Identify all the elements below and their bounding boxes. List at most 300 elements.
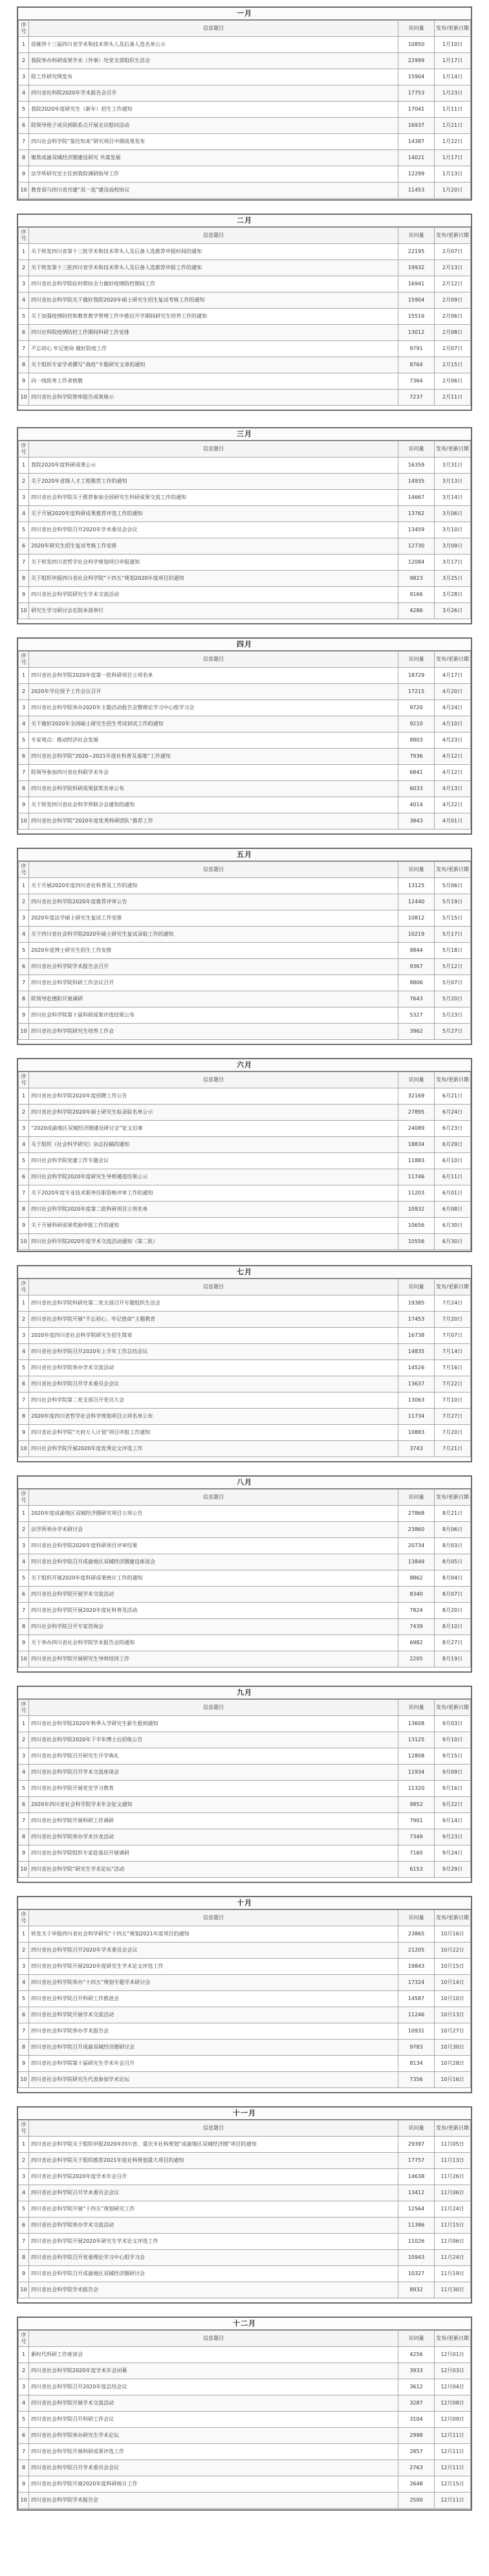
row-date: 7月21日 xyxy=(435,1441,471,1457)
table-row[interactable] xyxy=(19,765,471,781)
row-title-link[interactable]: 四川省社会科学院学术报告会 xyxy=(29,2493,398,2509)
row-title-link[interactable]: 关于举办四川省社会科学院学术报告会的通知 xyxy=(29,1635,398,1651)
table-row[interactable] xyxy=(19,134,471,150)
row-visit-count: 12299 xyxy=(398,166,435,182)
row-title-link[interactable]: 四川省社会科学院举办2020年主题活动报告会暨理论学习中心组学习会 xyxy=(29,700,398,716)
row-title-link[interactable]: 我院举办科研成果学术（外事）处党支部组织生活会 xyxy=(29,53,398,69)
row-title-link[interactable]: 四川省社会科学院召开学术委员会会议 xyxy=(29,1376,398,1393)
table-row[interactable] xyxy=(19,2412,471,2428)
table-row[interactable] xyxy=(19,2266,471,2282)
row-title-link[interactable]: 四川省社科院2020年学术报告会召开 xyxy=(29,85,398,102)
table-row[interactable] xyxy=(19,2137,471,2153)
table-row[interactable] xyxy=(19,2282,471,2298)
row-title-link[interactable]: 四川省社会科学院举办“十四五”规划专题学术研讨会 xyxy=(29,1975,398,1991)
table-row[interactable] xyxy=(19,781,471,797)
row-visit-count: 17757 xyxy=(398,2153,435,2169)
row-title-link[interactable]: 关于2020年度专业技术职务任职资格评审工作的通知 xyxy=(29,1185,398,1202)
row-number: 5 xyxy=(19,943,29,959)
row-date: 12月11日 xyxy=(435,2444,471,2460)
row-title-link[interactable]: 四川省社会科学院开展“十四五”规划研究工作 xyxy=(29,2201,398,2218)
row-title-link[interactable]: 专家观点：推动经济社会发展 xyxy=(29,732,398,749)
row-title-link[interactable]: 四川省社会科学院2020年硕士研究生拟录取名单公示 xyxy=(29,1105,398,1121)
row-title-link[interactable]: 院领导参加四川省社科联学术年会 xyxy=(29,765,398,781)
row-date: 4月12日 xyxy=(435,749,471,765)
row-title-link[interactable]: 关于开展科研成果奖励申报工作的通知 xyxy=(29,1218,398,1234)
row-visit-count: 22195 xyxy=(398,244,435,260)
table-row[interactable] xyxy=(19,2379,471,2395)
row-number: 10 xyxy=(19,1651,29,1668)
row-number: 8 xyxy=(19,991,29,1007)
table-row[interactable] xyxy=(19,244,471,260)
table-row[interactable] xyxy=(19,927,471,943)
row-number: 4 xyxy=(19,1137,29,1153)
table-row[interactable] xyxy=(19,309,471,325)
row-number: 4 xyxy=(19,292,29,309)
row-date: 8月06日 xyxy=(435,1522,471,1538)
row-title-link[interactable]: 四川省社会科学院开展科研工作调研 xyxy=(29,1813,398,1829)
row-title-link[interactable]: 关于2020年省级人才工程推荐工作的通知 xyxy=(29,474,398,490)
table-row[interactable] xyxy=(19,684,471,700)
table-row[interactable] xyxy=(19,341,471,357)
row-title-link[interactable]: 我院2020年度研究生（新年）招生工作通知 xyxy=(29,102,398,118)
table-row[interactable] xyxy=(19,668,471,684)
table-row[interactable] xyxy=(19,1024,471,1040)
row-title-link[interactable]: 四川省社会科学院科研成果获奖名单公布 xyxy=(29,781,398,797)
row-title-link[interactable]: 四川省社会科学院2020年度推荐评审公告 xyxy=(29,894,398,910)
table-row[interactable] xyxy=(19,373,471,390)
table-row[interactable] xyxy=(19,732,471,749)
row-date: 9月24日 xyxy=(435,1845,471,1862)
row-visit-count: 10932 xyxy=(398,1202,435,1218)
row-title-link[interactable]: 不忘初心 牢记使命 做好防疫工作 xyxy=(29,341,398,357)
table-row[interactable] xyxy=(19,538,471,555)
row-title-link[interactable]: 四川社会科学院开展2020年度优秀论文评选工作 xyxy=(29,1441,398,1457)
row-title-link[interactable]: 2020年研究生招生复试考核工作安排 xyxy=(29,538,398,555)
table-row[interactable] xyxy=(19,1538,471,1554)
row-date: 8月20日 xyxy=(435,1603,471,1619)
table-row[interactable] xyxy=(19,1218,471,1234)
table-row[interactable] xyxy=(19,2185,471,2201)
row-title-link[interactable]: 四川省社会科学院开展科研成果评选工作 xyxy=(29,2444,398,2460)
row-title-link[interactable]: 四川省社会科学院开展学术交流活动 xyxy=(29,2007,398,2023)
table-row[interactable] xyxy=(19,587,471,603)
row-title-link[interactable]: 四川省社会科学院驻村帮扶全力做好疫情防控期间工作 xyxy=(29,276,398,292)
table-row[interactable] xyxy=(19,991,471,1007)
row-title-link[interactable]: 四川省社会科学院召开成渝地区双城经济圈建设座谈会 xyxy=(29,1554,398,1570)
row-title-link[interactable]: 四川省社会科学院举办学术交流活动 xyxy=(29,1360,398,1376)
row-title-link[interactable]: 教育部与四川省共建“双一流”建设高校协议 xyxy=(29,182,398,199)
table-row[interactable] xyxy=(19,1105,471,1121)
month-table xyxy=(18,861,471,1040)
table-row[interactable] xyxy=(19,959,471,975)
table-row[interactable] xyxy=(19,2493,471,2509)
month-title: 十二月 xyxy=(18,2318,471,2330)
row-title-link[interactable]: 四川省社会科学院组织专家赴基层开展调研 xyxy=(29,1845,398,1862)
row-date: 5月17日 xyxy=(435,927,471,943)
table-row[interactable] xyxy=(19,878,471,894)
table-row[interactable] xyxy=(19,2023,471,2040)
table-row[interactable] xyxy=(19,2056,471,2072)
row-title-link[interactable]: 四川省社会科学院召开成渝双城经济圈研讨会 xyxy=(29,2040,398,2056)
table-row[interactable] xyxy=(19,522,471,538)
table-row[interactable] xyxy=(19,603,471,619)
row-title-link[interactable]: 四川省社会科学院开展2020年度科研统计工作 xyxy=(29,2476,398,2493)
row-title-link[interactable]: 四川社会科学院2020年度研究生导师遴选结果公示 xyxy=(29,1169,398,1185)
table-row[interactable] xyxy=(19,813,471,830)
row-date: 11月05日 xyxy=(435,2137,471,2153)
row-number: 2 xyxy=(19,1522,29,1538)
column-header-title: 信息题目 xyxy=(29,2331,398,2347)
table-row[interactable] xyxy=(19,1943,471,1959)
table-row[interactable] xyxy=(19,749,471,765)
table-row[interactable] xyxy=(19,1393,471,1409)
table-row[interactable] xyxy=(19,2250,471,2266)
row-title-link[interactable]: 四川省社会科学院召开2020年学术委员会会议 xyxy=(29,1943,398,1959)
table-row[interactable] xyxy=(19,2395,471,2412)
table-row[interactable] xyxy=(19,2153,471,2169)
row-number: 1 xyxy=(19,878,29,894)
row-title-link[interactable]: 四川省社会科学院关于做好我院2020年硕士研究生招生复试考核工作的通知 xyxy=(29,292,398,309)
row-title-link[interactable]: 四川社科院疫情防控工作期间科研工作安排 xyxy=(29,325,398,341)
table-row[interactable] xyxy=(19,1765,471,1781)
row-title-link[interactable]: 四川省社会科学院研究生代表参加学术论坛 xyxy=(29,2072,398,2088)
row-title-link[interactable]: 聚焦成渝双城经济圈建设研究 共谋发展 xyxy=(29,150,398,166)
row-number: 9 xyxy=(19,166,29,182)
row-title-link[interactable]: 关于加强疫情防控和教育教学管理工作中推迟开学期间研究生培养工作的通知 xyxy=(29,309,398,325)
table-row[interactable] xyxy=(19,1635,471,1651)
table-row[interactable] xyxy=(19,53,471,69)
column-header-title: 信息题目 xyxy=(29,228,398,244)
row-title-link[interactable]: 院工作研究网发布 xyxy=(29,69,398,85)
row-title-link[interactable]: 四川省社会科学院举办研究生学术论坛 xyxy=(29,2428,398,2444)
row-title-link[interactable]: 转发关于申报四川省社会科学研究“十四五”规划2021年度项目的通知 xyxy=(29,1926,398,1943)
table-row[interactable] xyxy=(19,1748,471,1765)
row-visit-count: 3933 xyxy=(398,2363,435,2379)
row-title-link[interactable]: 院领导班子成员到联系点开展走访慰问活动 xyxy=(29,118,398,134)
row-title-link[interactable]: 四川省社会科学院研究生培养工作会 xyxy=(29,1024,398,1040)
row-title-link[interactable]: 四川省社会科学院学术报告会召开 xyxy=(29,959,398,975)
table-row[interactable] xyxy=(19,2460,471,2476)
row-date: 3月31日 xyxy=(435,457,471,474)
row-title-link[interactable]: 四川省社会科学院召开学术交流座谈会 xyxy=(29,1765,398,1781)
row-title-link[interactable]: 四川省社会科学院开展2020年研究生学术论文评选工作 xyxy=(29,2234,398,2250)
table-row[interactable] xyxy=(19,85,471,102)
row-visit-count: 7356 xyxy=(398,2072,435,2088)
table-row[interactable] xyxy=(19,1425,471,1441)
row-title-link[interactable]: 关于做好2020年全国硕士研究生招生考试初试工作的通知 xyxy=(29,716,398,732)
row-date: 12月08日 xyxy=(435,2395,471,2412)
table-row[interactable] xyxy=(19,943,471,959)
row-number: 8 xyxy=(19,2250,29,2266)
row-number: 4 xyxy=(19,1765,29,1781)
table-row[interactable] xyxy=(19,975,471,991)
table-row[interactable] xyxy=(19,457,471,474)
row-title-link[interactable]: 法学所研究室主任到我院调研指导工作 xyxy=(29,166,398,182)
table-row[interactable] xyxy=(19,910,471,927)
table-row[interactable] xyxy=(19,2040,471,2056)
row-title-link[interactable]: 四川省社会科学院“2020~2021年度社科普及基地”工作通知 xyxy=(29,749,398,765)
table-row[interactable] xyxy=(19,490,471,506)
table-row[interactable] xyxy=(19,1651,471,1668)
row-title-link[interactable]: 四川省社会科学院“2020年度优秀科研团队”推荐工作 xyxy=(29,813,398,830)
table-row[interactable] xyxy=(19,2218,471,2234)
table-row[interactable] xyxy=(19,102,471,118)
row-title-link[interactable]: 四川省社会科学院开展研究生导师培训工作 xyxy=(29,1651,398,1668)
row-title-link[interactable]: 法学所举办学术研讨会 xyxy=(29,1522,398,1538)
row-title-link[interactable]: 四川省社会科学院召开科研工作推进会 xyxy=(29,1991,398,2007)
table-row[interactable] xyxy=(19,2444,471,2460)
row-title-link[interactable]: 2020年度成渝地区双城经济圈研究项目立项公告 xyxy=(29,1506,398,1522)
row-title-link[interactable]: 四川社会科学院2020年度第二批科研项目立项名单 xyxy=(29,1202,398,1218)
row-title-link[interactable]: 2020年四川省社会科学院学术年会征文通知 xyxy=(29,1797,398,1813)
table-row[interactable] xyxy=(19,571,471,587)
row-number: 1 xyxy=(19,1506,29,1522)
table-row[interactable] xyxy=(19,474,471,490)
row-date: 10月27日 xyxy=(435,2023,471,2040)
table-row[interactable] xyxy=(19,357,471,373)
row-title-link[interactable]: 2020年度博士研究生招生工作安排 xyxy=(29,943,398,959)
row-number: 6 xyxy=(19,325,29,341)
row-title-link[interactable]: 新时代科研工作座谈会 xyxy=(29,2347,398,2363)
table-row[interactable] xyxy=(19,1554,471,1570)
column-header-date: 发布/更新日期 xyxy=(435,2120,471,2137)
row-visit-count: 14526 xyxy=(398,1360,435,1376)
table-row[interactable] xyxy=(19,1781,471,1797)
row-visit-count: 20734 xyxy=(398,1538,435,1554)
table-row[interactable] xyxy=(19,2476,471,2493)
row-title-link[interactable]: 四川省社会科学院第十届研究生学术年会召开 xyxy=(29,2056,398,2072)
table-row[interactable] xyxy=(19,1522,471,1538)
row-title-link[interactable]: 关于组织专家学者撰写“战疫”专题研究文章的通知 xyxy=(29,357,398,373)
row-title-link[interactable]: 四川省社会科学院开展学术交流活动 xyxy=(29,2395,398,2412)
row-title-link[interactable]: 四川省社会科学院“天府万人计划”项目申报工作通知 xyxy=(29,1425,398,1441)
table-row[interactable] xyxy=(19,1845,471,1862)
row-title-link[interactable]: 四川省社会科学院召开2020年度总结会议 xyxy=(29,2379,398,2395)
row-title-link[interactable]: 四川省社会科学院2020年度招聘工作公告 xyxy=(29,1088,398,1105)
row-title-link[interactable]: “2020成渝地区双城经济圈建设研讨会”征文启事 xyxy=(29,1121,398,1137)
table-row[interactable] xyxy=(19,1360,471,1376)
row-visit-count: 19843 xyxy=(398,1959,435,1975)
row-visit-count: 6153 xyxy=(398,1862,435,1878)
table-row[interactable] xyxy=(19,2234,471,2250)
table-row[interactable] xyxy=(19,1829,471,1845)
table-row[interactable] xyxy=(19,292,471,309)
row-title-link[interactable]: 关于组织开展2020年度科研成果统计工作的通知 xyxy=(29,1570,398,1587)
table-row[interactable] xyxy=(19,325,471,341)
row-title-link[interactable]: 四川省社会科学院召开成渝地区双城经济圈研讨会 xyxy=(29,2266,398,2282)
table-row[interactable] xyxy=(19,182,471,199)
row-title-link[interactable]: 四川省社会科学院开展学术交流活动 xyxy=(29,1587,398,1603)
row-title-link[interactable]: 四川省社会科学院智库报告成果展示 xyxy=(29,390,398,406)
table-row[interactable] xyxy=(19,1732,471,1748)
row-title-link[interactable]: 四川省社会科学院“研究生学术论坛”活动 xyxy=(29,1862,398,1878)
table-row[interactable] xyxy=(19,1169,471,1185)
row-title-link[interactable]: 四川社会科学院“鉴往知来”研究项目中期成果发布 xyxy=(29,134,398,150)
row-title-link[interactable]: 四川社会科学院党建工作专题会议 xyxy=(29,1153,398,1169)
row-title-link[interactable]: 四川省社会科学院开展党史学习教育 xyxy=(29,1781,398,1797)
table-row[interactable] xyxy=(19,1137,471,1153)
table-row[interactable] xyxy=(19,2347,471,2363)
row-date: 2月15日 xyxy=(435,357,471,373)
table-row[interactable] xyxy=(19,1121,471,1137)
table-row[interactable] xyxy=(19,1991,471,2007)
row-title-link[interactable]: 关于转发四川省哲学社会科学规划项目申报通知 xyxy=(29,555,398,571)
row-title-link[interactable]: 四川省社会科学院2020年秋季入学研究生新生报到通知 xyxy=(29,1716,398,1732)
table-row[interactable] xyxy=(19,1862,471,1878)
table-row[interactable] xyxy=(19,716,471,732)
row-title-link[interactable]: 四川省社会科学院召开2020年学术委员会会议 xyxy=(29,522,398,538)
table-row[interactable] xyxy=(19,2169,471,2185)
table-row[interactable] xyxy=(19,555,471,571)
row-visit-count: 10850 xyxy=(398,37,435,53)
row-title-link[interactable]: 关于转发四川省第十三批学术和技术带头人及后备人选推荐申报时间的通知 xyxy=(29,244,398,260)
row-visit-count: 7643 xyxy=(398,991,435,1007)
row-number: 1 xyxy=(19,1295,29,1312)
table-row[interactable] xyxy=(19,1506,471,1522)
row-number: 1 xyxy=(19,2137,29,2153)
row-title-link[interactable]: 关于开展2020年度科研成果推荐评选工作的通知 xyxy=(29,506,398,522)
row-title-link[interactable]: 四川省社会科学院召开学术委员会会议 xyxy=(29,2185,398,2201)
row-title-link[interactable]: 2020年学位授予工作会议召开 xyxy=(29,684,398,700)
table-row[interactable] xyxy=(19,700,471,716)
row-title-link[interactable]: 关于组织申报四川省社会科学院“十四五”规划2020年度项目的通知 xyxy=(29,571,398,587)
row-title-link[interactable]: 四川省社会科学院2020年度学术年会召开 xyxy=(29,2169,398,2185)
table-row[interactable] xyxy=(19,1975,471,1991)
table-row[interactable] xyxy=(19,1409,471,1425)
row-title-link[interactable]: 四川社会科学院召开专家咨询会 xyxy=(29,1619,398,1635)
table-row[interactable] xyxy=(19,69,471,85)
row-title-link[interactable]: 四川省社会科学院关于组织推荐2021年度社科规划重大项目的通知 xyxy=(29,2153,398,2169)
row-title-link[interactable]: 四川社会科学院第十届科研成果评选结果公布 xyxy=(29,1007,398,1024)
row-title-link[interactable]: 四川省社会科学院举办学术沙龙活动 xyxy=(29,1829,398,1845)
row-number: 2 xyxy=(19,1943,29,1959)
row-title-link[interactable]: 2020年度法学硕士研究生复试工作安排 xyxy=(29,910,398,927)
row-title-link[interactable]: 四川省社会科学院研究生学术交流活动 xyxy=(29,587,398,603)
table-row[interactable] xyxy=(19,1376,471,1393)
row-title-link[interactable]: 四川省社会科学院2020年度学术年会闭幕 xyxy=(29,2363,398,2379)
table-row[interactable] xyxy=(19,1153,471,1169)
row-title-link[interactable]: 四川社会科学院第二党支部召开党员大会 xyxy=(29,1393,398,1409)
table-row[interactable] xyxy=(19,1959,471,1975)
table-row[interactable] xyxy=(19,2007,471,2023)
row-title-link[interactable]: 四川省社会科学院学术报告会 xyxy=(29,2282,398,2298)
row-title-link[interactable]: 四川省社会科学院科研处第二党支部召开专题组织生活会 xyxy=(29,1295,398,1312)
row-title-link[interactable]: 四川省社会科学院关于组织申报2020年四川省、重庆市社科规划“成渝地区双城经济圈”项目的通知 xyxy=(29,2137,398,2153)
row-title-link[interactable]: 2020年度四川省社会科学院研究生招生简章 xyxy=(29,1328,398,1344)
table-row[interactable] xyxy=(19,1797,471,1813)
row-title-link[interactable]: 四川省社会科学院举办学术交流活动 xyxy=(29,2218,398,2234)
row-title-link[interactable]: 向一线医务工作者致敬 xyxy=(29,373,398,390)
row-title-link[interactable]: 四川省社会科学院召开党委理论学习中心组学习会 xyxy=(29,2250,398,2266)
row-title-link[interactable]: 四川省社会科学院召开科研工作会议 xyxy=(29,2412,398,2428)
row-title-link[interactable]: 四川省社会科学院开展2020年度研究生学术论文评选工作 xyxy=(29,1959,398,1975)
table-row[interactable] xyxy=(19,37,471,53)
row-number: 2 xyxy=(19,1105,29,1121)
row-date: 6月30日 xyxy=(435,1218,471,1234)
table-row[interactable] xyxy=(19,506,471,522)
table-row[interactable] xyxy=(19,1185,471,1202)
table-row[interactable] xyxy=(19,150,471,166)
table-row[interactable] xyxy=(19,1234,471,1250)
row-title-link[interactable]: 院领导赴德阳开展调研 xyxy=(29,991,398,1007)
table-row[interactable] xyxy=(19,118,471,134)
table-row[interactable] xyxy=(19,1312,471,1328)
table-row[interactable] xyxy=(19,1603,471,1619)
row-title-link[interactable]: 关于组织《社会科学研究》杂志投稿的通知 xyxy=(29,1137,398,1153)
row-number: 9 xyxy=(19,373,29,390)
row-title-link[interactable]: 四川省社会科学院开展“不忘初心、牢记使命”主题教育 xyxy=(29,1312,398,1328)
row-title-link[interactable]: 关于四川省社会科学院2020年硕士研究生复试录取工作的通知 xyxy=(29,927,398,943)
row-title-link[interactable]: 四川省社会科学院召开研究生开学典礼 xyxy=(29,1748,398,1765)
row-title-link[interactable]: 关于开展2020年度四川省社科普及工作的通知 xyxy=(29,878,398,894)
table-row[interactable] xyxy=(19,1619,471,1635)
row-title-link[interactable]: 2020年度四川省哲学社会科学规划项目立项名单公布 xyxy=(29,1409,398,1425)
row-title-link[interactable]: 四川省社会科学院开展2020年度社科普及活动 xyxy=(29,1603,398,1619)
row-title-link[interactable]: 四川省社会科学院召开2020年上半年工作总结会议 xyxy=(29,1344,398,1360)
table-row[interactable] xyxy=(19,2201,471,2218)
row-title-link[interactable]: 四川省社会科学院召开学术委员会会议 xyxy=(29,2460,398,2476)
row-title-link[interactable]: 关于转发第十三批四川省学术和技术带头人及后备人选推荐申报工作的通知 xyxy=(29,260,398,276)
row-title-link[interactable]: 四川省社会科学院举办学术报告会 xyxy=(29,2023,398,2040)
table-row[interactable] xyxy=(19,1587,471,1603)
table-row[interactable] xyxy=(19,276,471,292)
row-title-link[interactable]: 四川省社会科学院2020年下半年博士后招收公告 xyxy=(29,1732,398,1748)
table-row[interactable] xyxy=(19,166,471,182)
row-title-link[interactable]: 四川省社会科学院2020年度科研项目评审结果 xyxy=(29,1538,398,1554)
row-title-link[interactable]: 徐娅萍十三届四川省学术和技术带头人及后备人选名单公示 xyxy=(29,37,398,53)
table-row[interactable] xyxy=(19,1716,471,1732)
table-row[interactable] xyxy=(19,390,471,406)
row-title-link[interactable]: 四川省社会科学院关于推荐参加全国研究生科研成果交流工作的通知 xyxy=(29,490,398,506)
table-row[interactable] xyxy=(19,1926,471,1943)
row-title-link[interactable]: 关于转发四川省社会科学界联合会通知的通知 xyxy=(29,797,398,813)
table-row[interactable] xyxy=(19,2072,471,2088)
column-header-num: 序号 xyxy=(19,441,29,457)
row-title-link[interactable]: 四川省社会科学院2020年度第一批科研项目立项名单 xyxy=(29,668,398,684)
row-number: 9 xyxy=(19,1425,29,1441)
table-row[interactable] xyxy=(19,1441,471,1457)
table-row[interactable] xyxy=(19,1813,471,1829)
row-title-link[interactable]: 四川社会科学院2020年度学术交流活动通知（第二批） xyxy=(29,1234,398,1250)
row-title-link[interactable]: 四川省社会科学院科研工作会议召开 xyxy=(29,975,398,991)
table-row[interactable] xyxy=(19,1007,471,1024)
column-header-visits: 访问量 xyxy=(398,862,435,878)
row-visit-count: 11386 xyxy=(398,2218,435,2234)
table-row[interactable] xyxy=(19,797,471,813)
column-header-date: 发布/更新日期 xyxy=(435,2331,471,2347)
table-row[interactable] xyxy=(19,2428,471,2444)
table-row[interactable] xyxy=(19,1344,471,1360)
row-visit-count: 13459 xyxy=(398,522,435,538)
table-row[interactable] xyxy=(19,2363,471,2379)
row-number: 3 xyxy=(19,1121,29,1137)
row-number: 3 xyxy=(19,910,29,927)
column-header-title: 信息题目 xyxy=(29,1072,398,1088)
table-row[interactable] xyxy=(19,1202,471,1218)
table-row[interactable] xyxy=(19,1088,471,1105)
row-date: 10月22日 xyxy=(435,1943,471,1959)
table-row[interactable] xyxy=(19,260,471,276)
row-title-link[interactable]: 研究生学习研讨会在院本部举行 xyxy=(29,603,398,619)
table-row[interactable] xyxy=(19,1328,471,1344)
row-visit-count: 11746 xyxy=(398,1169,435,1185)
table-row[interactable] xyxy=(19,894,471,910)
row-title-link[interactable]: 我院2020年度科研成果公示 xyxy=(29,457,398,474)
row-visit-count: 12440 xyxy=(398,894,435,910)
table-row[interactable] xyxy=(19,1295,471,1312)
table-row[interactable] xyxy=(19,1570,471,1587)
row-visit-count: 5327 xyxy=(398,1007,435,1024)
